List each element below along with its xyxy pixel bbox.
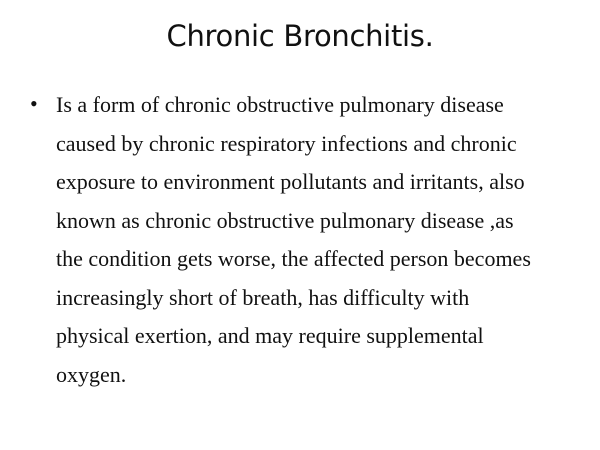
bullet-text [56, 86, 586, 394]
slide-title: Chronic Bronchitis. [166, 19, 434, 53]
bullet-line: physical exertion, and may require supplemental [56, 323, 484, 348]
bullet-line: the condition gets worse, the affected person becomes [56, 246, 531, 271]
bullet-line: increasingly short of breath, has difficulty with [56, 284, 470, 310]
bullet-line: caused by chronic respiratory infections and chronic [56, 130, 517, 156]
bullet-marker: • [30, 91, 38, 116]
bullet-line: exposure to environment pollutants and irritants, also [56, 169, 525, 194]
bullet-line: oxygen. [56, 361, 127, 387]
bullet-line: known as chronic obstructive pulmonary disease ,as [56, 207, 514, 233]
bullet-line: Is a form of chronic obstructive pulmonary disease [56, 92, 504, 117]
